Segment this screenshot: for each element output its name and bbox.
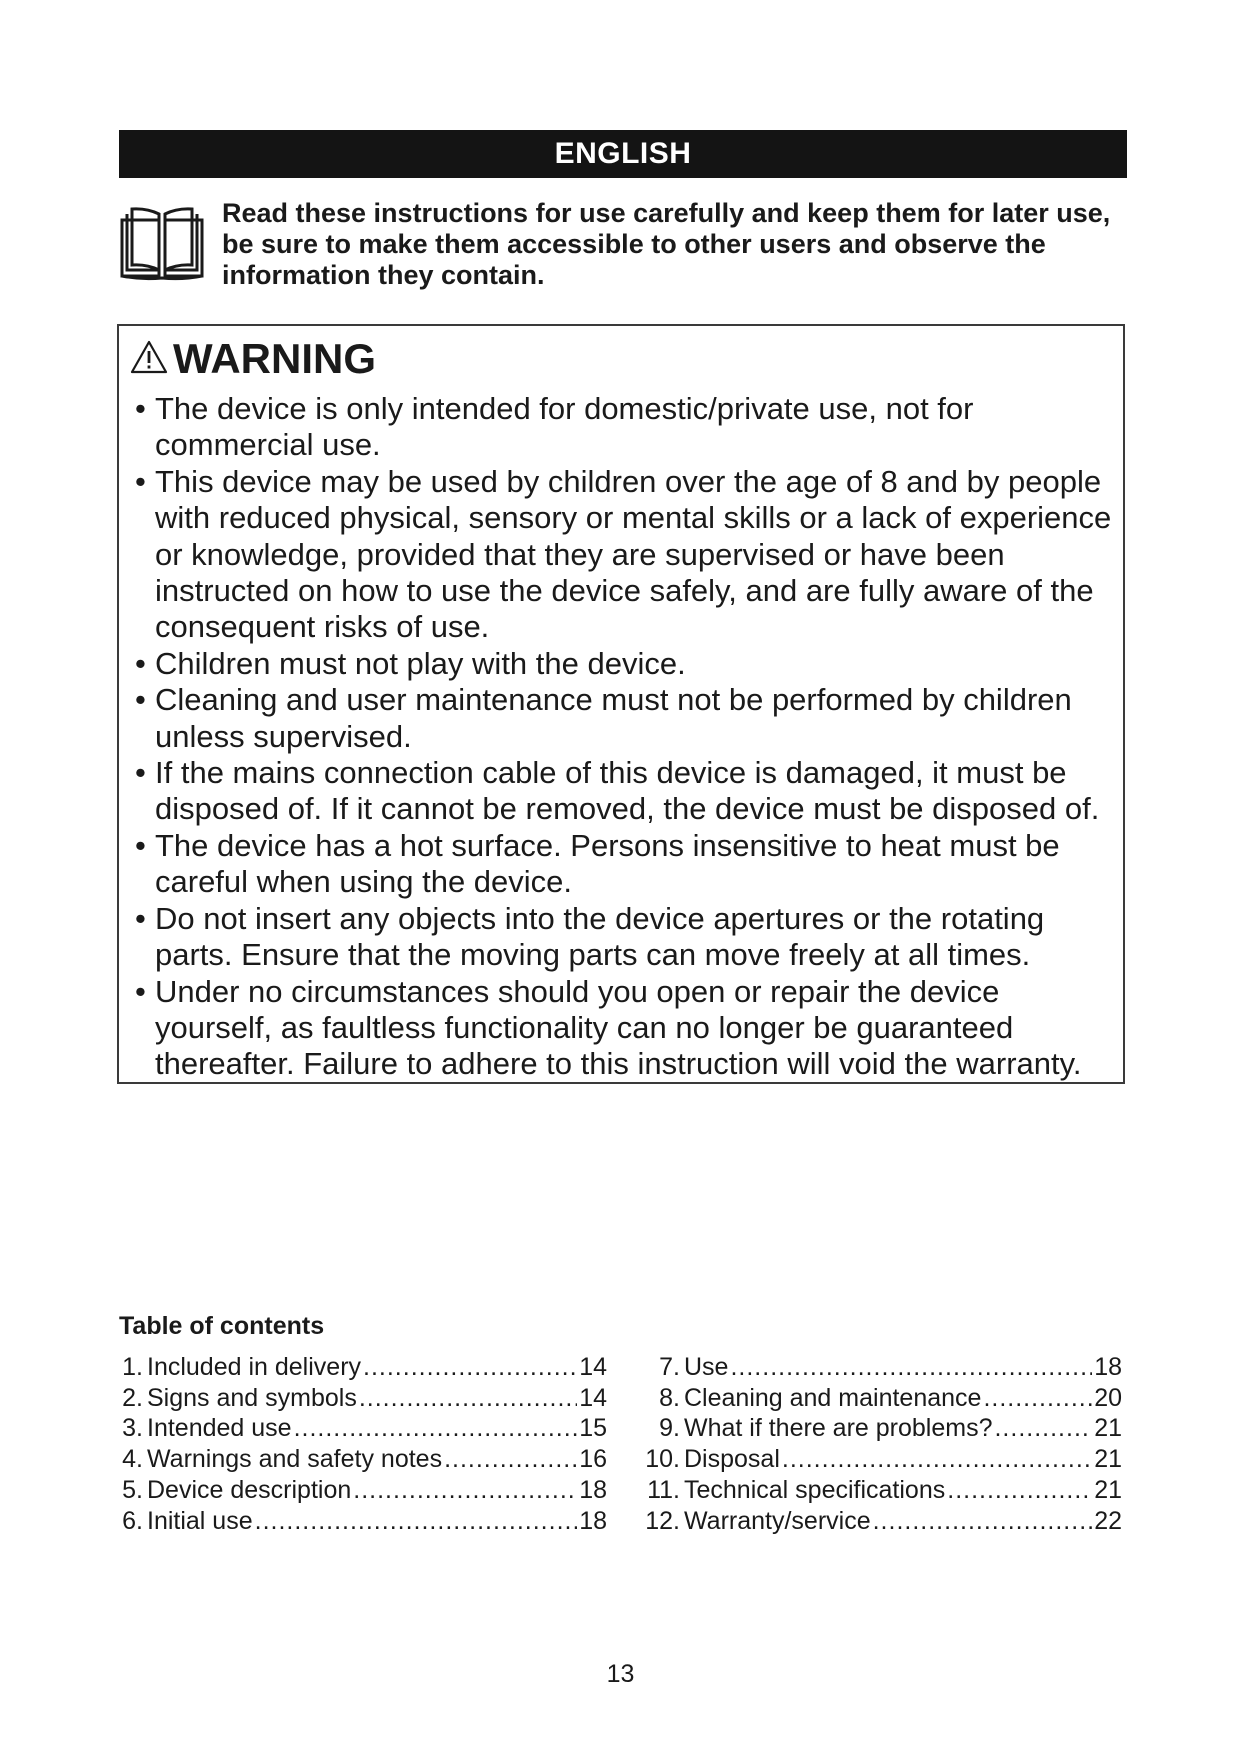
- bullet-icon: •: [135, 900, 146, 936]
- warning-item: • Children must not play with the device.: [135, 645, 686, 681]
- toc-entry[interactable]: 10. Disposal ..... 21: [638, 1444, 1122, 1475]
- toc-entry[interactable]: 5. Device description ..... 18: [115, 1475, 607, 1506]
- language-label: ENGLISH: [554, 137, 692, 170]
- toc-leader-dots: [947, 1475, 1092, 1506]
- toc-leader-dots: [782, 1444, 1092, 1475]
- toc-entry[interactable]: 1. Included in delivery ..... 14: [115, 1352, 607, 1383]
- toc-left-column: [115, 1352, 607, 1536]
- warning-title: WARNING: [173, 335, 376, 382]
- page-number: 13: [606, 1660, 635, 1688]
- toc-leader-dots: [983, 1383, 1092, 1414]
- toc-entry[interactable]: 4. Warnings and safety notes ..... 16: [115, 1444, 607, 1475]
- toc-entry[interactable]: 7. Use ..... 18: [638, 1352, 1122, 1383]
- toc-entry[interactable]: 12. Warranty/service ..... 22: [638, 1506, 1122, 1537]
- toc-entry[interactable]: 9. What if there are problems? ..... 21: [638, 1413, 1122, 1444]
- toc-right-column: [638, 1352, 1122, 1536]
- toc-leader-dots: [255, 1506, 578, 1537]
- language-header-bar: [119, 130, 1127, 178]
- toc-leader-dots: [994, 1413, 1092, 1444]
- bullet-icon: •: [135, 973, 146, 1009]
- warning-item: • Cleaning and user maintenance must not be performed by children unless supervised.: [135, 682, 1072, 754]
- toc-leader-dots: [730, 1352, 1092, 1383]
- toc-leader-dots: [353, 1475, 577, 1506]
- bullet-icon: •: [135, 827, 146, 863]
- bullet-icon: •: [135, 755, 146, 791]
- toc-leader-dots: [873, 1506, 1093, 1537]
- intro-instruction-text: Read these instructions for use carefully and keep them for later use, be sure to make them accessible to other users and observe the information they contain.: [222, 198, 1111, 290]
- toc-leader-dots: [359, 1383, 577, 1414]
- warning-triangle-icon: [129, 339, 169, 375]
- warning-box: [117, 324, 1125, 1084]
- warning-item: • This device may be used by children over the age of 8 and by people with reduced physical, sensory or mental skills or a lack of experience or knowledge, provided that they are supervised or have been instructed on how to use the device safely, and are fully aware of the consequent risks of use.: [135, 463, 1112, 645]
- toc-leader-dots: [363, 1352, 577, 1383]
- toc-entry[interactable]: 2. Signs and symbols ..... 14: [115, 1383, 607, 1414]
- bullet-icon: •: [135, 682, 146, 718]
- toc-entry[interactable]: 3. Intended use ..... 15: [115, 1413, 607, 1444]
- toc-title: Table of contents: [119, 1312, 325, 1340]
- toc-entry[interactable]: 8. Cleaning and maintenance ..... 20: [638, 1383, 1122, 1414]
- warning-item: • If the mains connection cable of this device is damaged, it must be disposed of. If it cannot be removed, the device must be disposed of.: [135, 755, 1100, 827]
- warning-item: • Do not insert any objects into the device apertures or the rotating parts. Ensure that the moving parts can move freely at all times.: [135, 900, 1045, 973]
- open-book-icon: [119, 206, 205, 282]
- toc-entry[interactable]: 11. Technical specifications ..... 21: [638, 1475, 1122, 1506]
- toc-leader-dots: [294, 1413, 578, 1444]
- warning-item: • The device is only intended for domestic/private use, not for commercial use.: [135, 391, 974, 463]
- toc-leader-dots: [444, 1444, 577, 1475]
- bullet-icon: •: [135, 391, 146, 426]
- toc-entry[interactable]: 6. Initial use ..... 18: [115, 1506, 607, 1537]
- warning-list: [119, 391, 1119, 1083]
- warning-item: • Under no circumstances should you open or repair the device yourself, as faultless functionality can no longer be guaranteed thereafter. Failure to adhere to this instruction will void the warranty.: [135, 973, 1082, 1082]
- bullet-icon: •: [135, 463, 146, 499]
- bullet-icon: •: [135, 645, 146, 681]
- warning-heading: [129, 334, 376, 384]
- warning-item: • The device has a hot surface. Persons insensitive to heat must be careful when using the device.: [135, 827, 1060, 900]
